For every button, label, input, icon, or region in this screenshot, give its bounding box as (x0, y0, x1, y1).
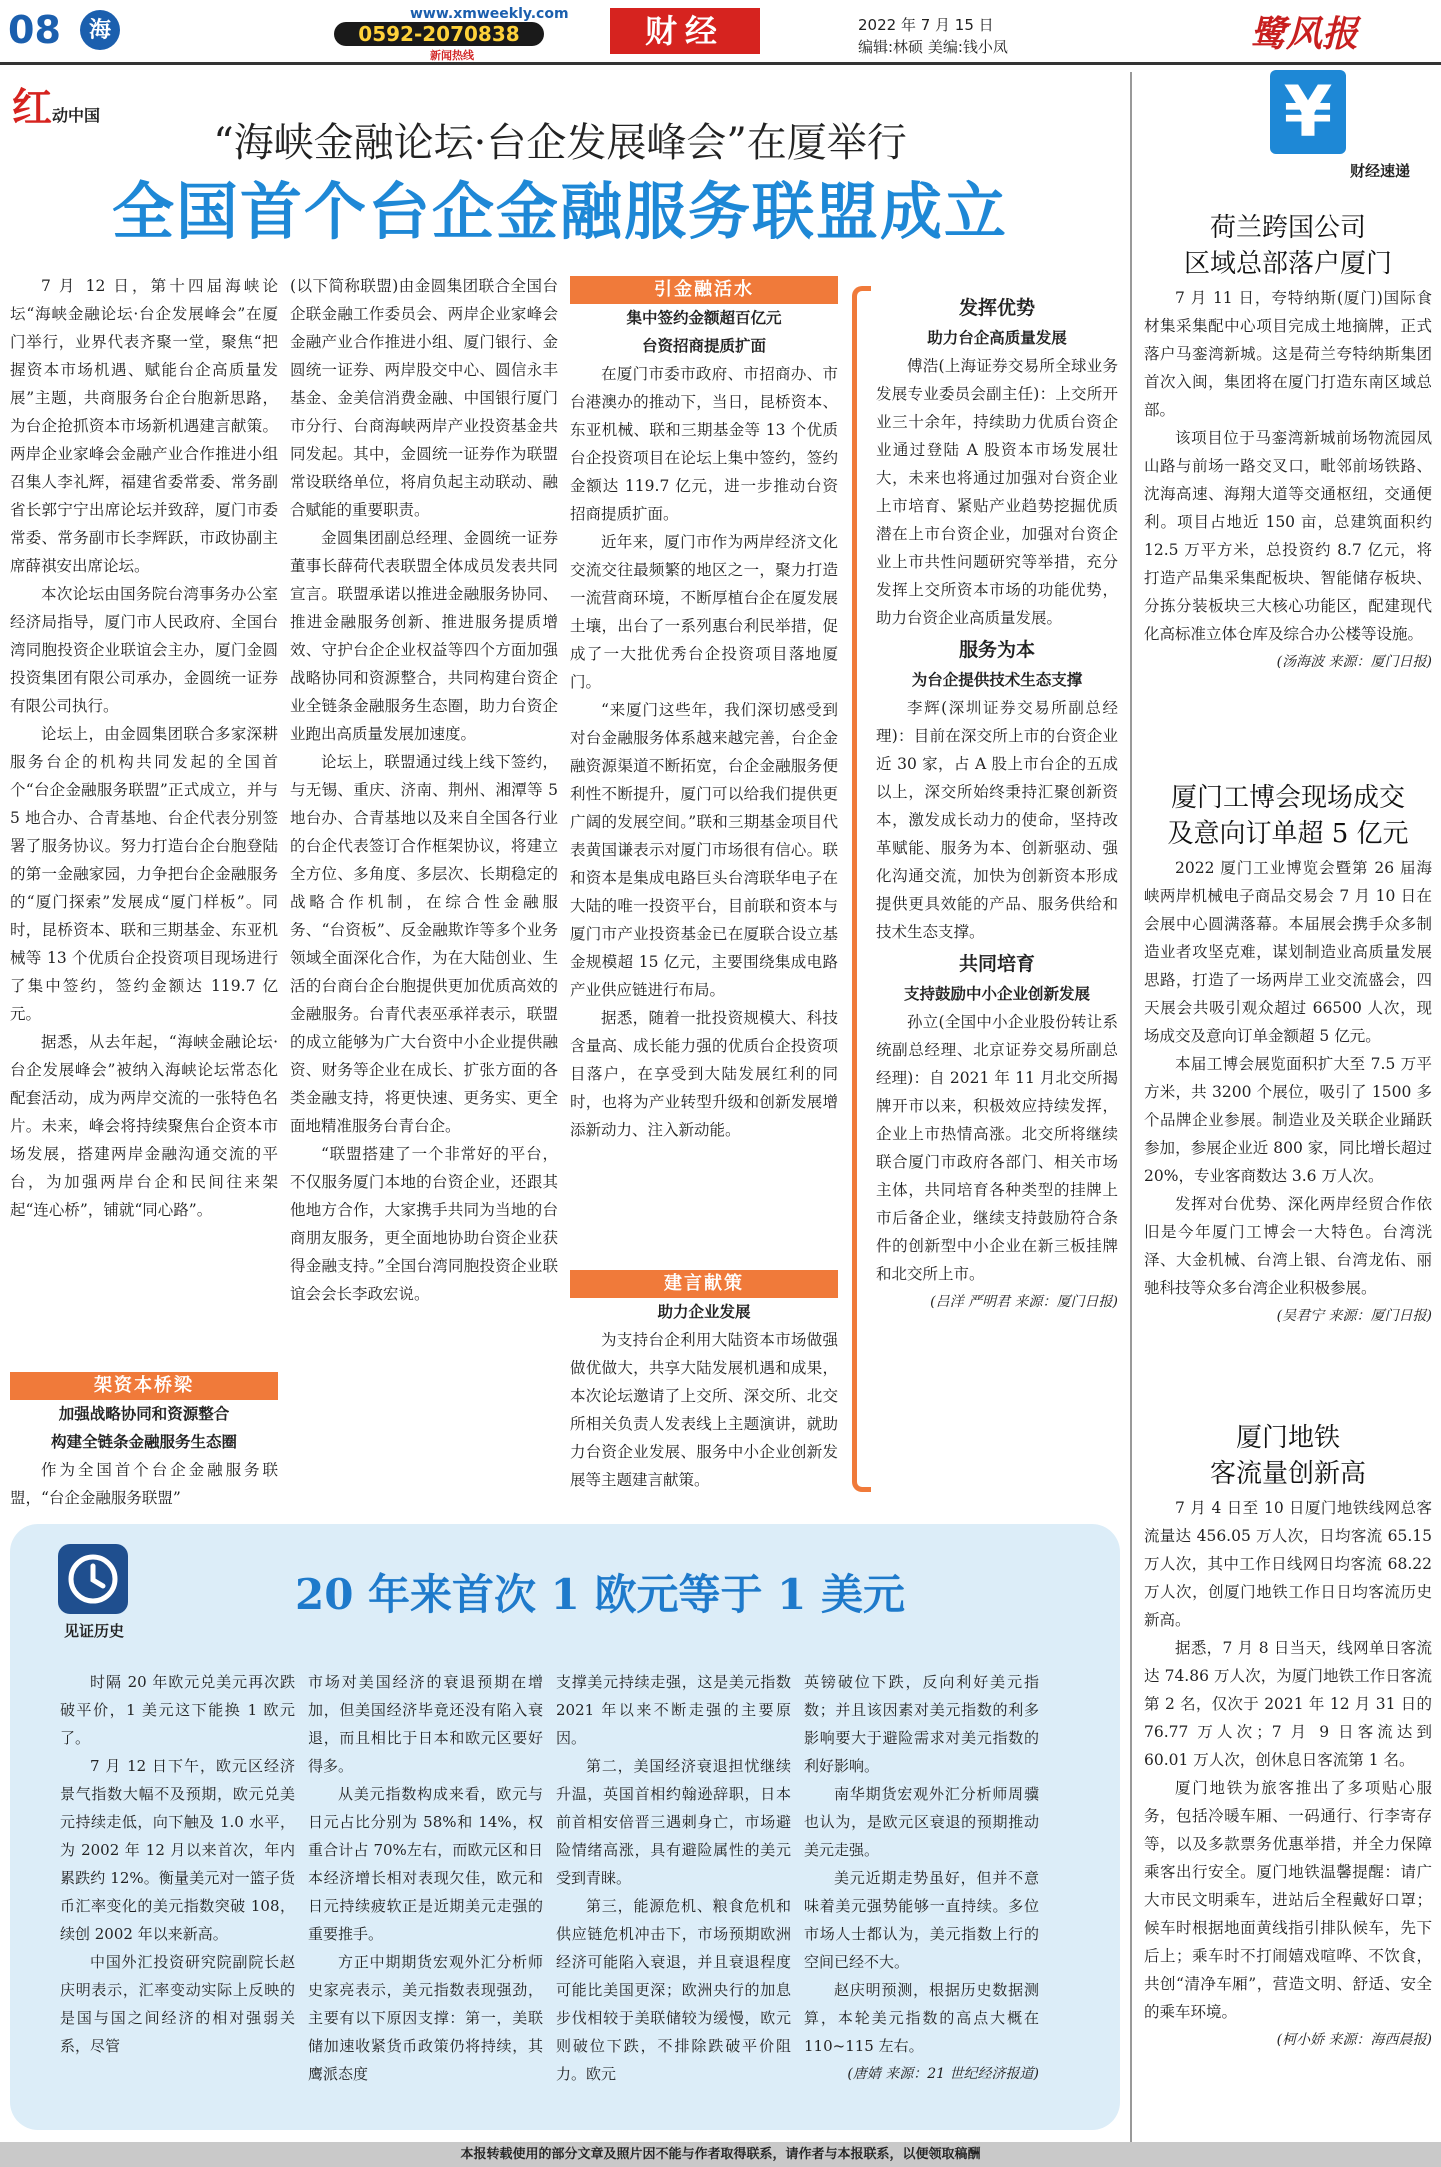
column-tag-big: 红 (12, 85, 52, 131)
subsection-subhead: 支持鼓励中小企业创新发展 (903, 985, 1090, 1003)
source-credit: (汤海波 来源：厦门日报) (1276, 654, 1432, 670)
section-bar-bridge: 架资本桥梁 (10, 1372, 278, 1400)
headline-line: 厦门工博会现场成交 (1170, 783, 1405, 813)
paragraph: 7 月 11 日，夸特纳斯(厦门)国际食材集采集配中心项目完成土地摘牌，正式落户马銮湾新城。这是荷兰夸特纳斯集团首次入闽，集团将在厦门打造东南区域总部。 (1144, 289, 1432, 419)
paragraph: 本届工博会展览面积扩大至 7.5 万平方米，共 3200 个展位，吸引了 1500 多个品牌企业参展。制造业及关联企业踊跃参加，参展企业近 800 家，同比增长超过 20%，专业客商数达 3.6 万人次。 (1144, 1055, 1432, 1185)
subsection-heading: 共同培育 (958, 953, 1035, 975)
paragraph: 从美元指数构成来看，欧元与日元占比分别为 58%和 14%，权重合计占 70%左右，而欧元区和日本经济增长相对表现欠佳，欧元和日元持续疲软正是近期美元走强的重要推手。 (308, 1785, 543, 1943)
section-bridge-body (10, 1400, 278, 1510)
headline-line: 及意向订单超 5 亿元 (1167, 819, 1409, 849)
headline-line: 厦门地铁 (1235, 1423, 1340, 1453)
paper-logo: 鹭风报 (1250, 13, 1359, 55)
column-tag-text: 动中国 (52, 106, 101, 125)
paragraph: 市场对美国经济的衰退预期在增加，但美国经济毕竟还没有陷入衰退，而且相比于日本和欧元区要好得多。 (308, 1673, 543, 1775)
sidebar-headline-1 (1140, 210, 1436, 282)
section-subhead: 集中签约金额超百亿元 (626, 309, 782, 327)
section-label: 财经 (610, 8, 760, 54)
paragraph: 本次论坛由国务院台湾事务办公室经济局指导，厦门市人民政府、全国台湾同胞投资企业联谊会主办，厦门金圆投资集团有限公司承办，金圆统一证券有限公司执行。 (10, 585, 278, 715)
kicker: “海峡金融论坛·台企发展峰会”在厦举行 (213, 120, 907, 166)
bracket-left (852, 286, 871, 1492)
paragraph: 厦门地铁为旅客推出了多项贴心服务，包括冷暖车厢、一码通行、行李寄存等，以及多款票务优惠举措，并全力保障乘客出行安全。厦门地铁温馨提醒：请广大市民文明乘车，进站后全程戴好口罩；候车时根据地面黄线指引排队候车，先下后上；乘车时不打闹嬉戏喧哗、不饮食，共创“清净车厢”，营造文明、舒适、安全的乘车环境。 (1144, 1779, 1432, 2021)
paragraph: 近年来，厦门市作为两岸经济文化交流交往最频繁的地区之一，聚力打造一流营商环境，不断厚植台企在厦发展土壤，出台了一系列惠台利民举措，促成了一大批优秀台企投资项目落地厦门。 (570, 533, 838, 691)
paragraph: 据悉，从去年起，“海峡金融论坛·台企发展峰会”被纳入海峡论坛常态化配套活动，成为两岸交流的一张特色名片。未来，峰会将持续聚焦台企资本市场发展，搭建两岸金融沟通交流的平台，为加强两岸台企和民间往来架起“连心桥”，铺就“同心路”。 (10, 1033, 278, 1219)
paragraph: 据悉，7 月 8 日当天，线网单日客流达 74.86 万人次，为厦门地铁工作日客流第 2 名，仅次于 2021 年 12 月 31 日的 76.77 万人次；7 月 9 日客流达到 60.01 万人次，创休息日客流第 1 名。 (1144, 1639, 1432, 1769)
column-tag (12, 76, 100, 133)
lead-column-2 (290, 272, 558, 1510)
editors-credit: 编辑:林硕 美编:钱小凤 (858, 38, 1008, 56)
history-headline: 20 年来首次 1 欧元等于 1 美元 (294, 1570, 905, 1619)
headline-line: 客流量创新高 (1209, 1459, 1366, 1489)
section-bar-capital: 引金融活水 (570, 276, 838, 304)
paragraph: 7 月 4 日至 10 日厦门地铁线网总客流量达 456.05 万人次，日均客流 65.15 万人次，其中工作日线网日均客流 68.22 万人次，创厦门地铁工作日日均客流历史新高。 (1144, 1499, 1432, 1629)
history-box (10, 1524, 1120, 2130)
paragraph: “联盟搭建了一个非常好的平台，不仅服务厦门本地的台资企业，还跟其他地方合作，大家携手共同为当地的台商朋友服务，更全面地协助台资企业获得金融支持。”全国台湾同胞投资企业联谊会会长李政宏说。 (290, 1145, 558, 1303)
section-advice-body (570, 1298, 838, 1510)
lead-column-3 (570, 304, 838, 1260)
lead-column-4 (876, 290, 1118, 1490)
section-subhead: 加强战略协同和资源整合 (58, 1405, 230, 1423)
sidebar-story-3 (1144, 1494, 1432, 2134)
source-credit: (吕洋 严明君 来源：厦门日报) (930, 1294, 1118, 1310)
history-tag: 见证历史 (63, 1622, 124, 1640)
paragraph: 孙立(全国中小企业股份转让系统副总经理、北京证券交易所副总经理)：自 2021 年 11 月北交所揭牌开市以来，积极效应持续发挥，企业上市热情高涨。北交所将继续联合厦门市政府各部门、相关市场主体，共同培育各种类型的挂牌上市后备企业，继续支持鼓励符合条件的创新型中小企业在新三板挂牌和北交所上市。 (876, 1013, 1118, 1283)
paragraph: (以下简称联盟)由金圆集团联合全国台企联金融工作委员会、两岸企业家峰会金融产业合作推进小组、厦门银行、金圆统一证券、两岸股交中心、圆信永丰基金、金美信消费金融、中国银行厦门市分行、台商海峡两岸产业投资基金共同发起。其中，金圆统一证券作为联盟常设联络单位，将肩负起主动联动、融合赋能的重要职责。 (290, 277, 558, 519)
paragraph: 发挥对台优势、深化两岸经贸合作依旧是今年厦门工博会一大特色。台湾洸泽、大金机械、台湾上银、台湾龙佑、丽驰科技等众多台湾企业积极参展。 (1144, 1195, 1432, 1297)
paragraph: 英镑破位下跌，反向利好美元指数；并且该因素对美元指数的利多影响要大于避险需求对美元指数的利好影响。 (804, 1673, 1039, 1775)
paragraph: 支撑美元持续走强，这是美元指数 2021 年以来不断走强的主要原因。 (556, 1673, 791, 1747)
paragraph: 金圆集团副总经理、金圆统一证券董事长薛荷代表联盟全体成员发表共同宣言。联盟承诺以推进金融服务协同、推进金融服务创新、推进服务提质增效、守护台企企业权益等四个方面加强战略协同和资源整合，共同构建台资企业全链条金融服务生态圈，助力台资企业跑出高质量发展加速度。 (290, 529, 558, 743)
hotline-banner (330, 4, 569, 62)
masthead-rule (0, 62, 1441, 65)
page-number: 08 (8, 8, 61, 52)
paragraph: 2022 厦门工业博览会暨第 26 届海峡两岸机械电子商品交易会 7 月 10 日在会展中心圆满落幕。本届展会携手众多制造业者攻坚克难，谋划制造业高质量发展思路，打造了一场两岸工业交流盛会，四天展会共吸引观众超过 66500 人次，现场成交及意向订单金额超 5 亿元。 (1144, 859, 1432, 1045)
subsection-heading: 发挥优势 (958, 297, 1035, 319)
footer-bar: 本报转载使用的部分文章及照片因不能与作者取得联系，请作者与本报联系，以便领取稿酬 (0, 2142, 1441, 2167)
sidebar-tag: 财经速递 (1350, 162, 1411, 180)
paragraph: 美元近期走势虽好，但并不意味着美元强势能够一直持续。多位市场人士都认为，美元指数上行的空间已经不大。 (804, 1869, 1039, 1971)
history-column-1 (60, 1668, 295, 2118)
paragraph: 第三，能源危机、粮食危机和供应链危机冲击下，市场预期欧洲经济可能陷入衰退，并且衰退程度可能比美国更深；欧洲央行的加息步伐相较于美联储较为缓慢，欧元则破位下跌，不排除跌破平价阻力。欧元 (556, 1897, 791, 2083)
paragraph: 论坛上，由金圆集团联合多家深耕服务台企的机构共同发起的全国首个“台企金融服务联盟”正式成立，并与 5 地合办、合青基地、台企代表分别签署了服务协议。努力打造台企台胞登陆的第一金融家园，力争把台企金融服务的“厦门探索”发展成“厦门样板”。同时，昆桥资本、联和三期基金、东亚机械等 13 个优质台企投资项目现场进行了集中签约，签约金额达 119.7 亿元。 (10, 725, 278, 1023)
paragraph: 李辉(深圳证券交易所副总经理)：目前在深交所上市的台资企业近 30 家，占 A 股上市台企的五成以上，深交所始终秉持汇聚创新资本，激发成长动力的使命，坚持改革赋能、服务为本、创新驱动、强化沟通交流，加快为创新资本形成提供更具效能的产品、服务供给和技术生态支撑。 (876, 699, 1118, 941)
paragraph: 作为全国首个台企金融服务联盟，“台企金融服务联盟” (10, 1461, 278, 1507)
history-column-2 (308, 1668, 543, 2118)
sidebar-divider (1130, 72, 1132, 2142)
paragraph: 论坛上，联盟通过线上线下签约，与无锡、重庆、济南、荆州、湘潭等 5 地台办、合青基地以及来自全国各行业的台企代表签订合作框架协议，将建立全方位、多角度、多层次、长期稳定的战略合作机制，在综合性金融服务、“台资板”、反金融欺诈等多个业务领域全面深化合作，为在大陆创业、生活的台商台企台胞提供更加优质高效的金融服务。台青代表巫承祥表示，联盟的成立能够为广大台资中小企业提供融资、财务等企业在成长、扩张方面的各类金融支持，将更快速、更务实、更全面地精准服务台青台企。 (290, 753, 558, 1135)
sidebar-headline-2 (1140, 780, 1436, 852)
section-subhead: 构建全链条金融服务生态圈 (50, 1433, 237, 1451)
sidebar-story-1 (1144, 284, 1432, 764)
yen-icon: ¥ (1270, 70, 1346, 154)
lead-column-1 (10, 272, 278, 1372)
source-credit: (柯小娇 来源：海西晨报) (1276, 2032, 1432, 2048)
paragraph: 为支持台企利用大陆资本市场做强做优做大，共享大陆发展机遇和成果，本次论坛邀请了上交所、深交所、北交所相关负责人发表线上主题演讲，就助力台资企业发展、服务中小企业创新发展等主题建言献策。 (570, 1331, 838, 1489)
paragraph: 方正中期期货宏观外汇分析师史家亮表示，美元指数表现强劲，主要有以下原因支撑：第一，美联储加速收紧货币政策仍将持续，其鹰派态度 (308, 1953, 543, 2083)
paragraph: 7 月 12 日下午，欧元区经济景气指数大幅不及预期，欧元兑美元持续走低，向下触及 1.0 水平，为 2002 年 12 月以来首次，年内累跌约 12%。衡量美元对一篮子货币汇率变化的美元指数突破 108，续创 2002 年以来新高。 (60, 1757, 295, 1943)
phone-number: 0592-2070838 (334, 22, 544, 46)
masthead (0, 0, 1441, 62)
clock-icon (58, 1544, 128, 1614)
paragraph: 该项目位于马銮湾新城前场物流园凤山路与前场一路交叉口，毗邻前场铁路、沈海高速、海翔大道等交通枢纽，交通便利。项目占地近 150 亩，总建筑面积约 12.5 万平方米，总投资约 8.7 亿元，将打造产品集采集配板块、智能储存板块、分拣分装板块三大核心功能区，配建现代化高标准立体仓库及综合办公楼等设施。 (1144, 429, 1432, 643)
history-column-3 (556, 1668, 791, 2118)
source-credit: (吴君宁 来源：厦门日报) (1276, 1308, 1432, 1324)
paragraph: 时隔 20 年欧元兑美元再次跌破平价，1 美元这下能换 1 欧元了。 (60, 1673, 295, 1747)
paragraph: 傅浩(上海证券交易所全球业务发展专业委员会副主任)：上交所开业三十余年，持续助力优质台资企业通过登陆 A 股资本市场发展壮大，未来也将通过加强对台资企业上市培育、紧贴产业趋势挖掘优质潜在上市台资企业，加强对台资企业上市共性问题研究等举措，充分发挥上交所资本市场的功能优势，助力台资企业高质量发展。 (876, 357, 1118, 627)
paragraph: 据悉，随着一批投资规模大、科技含量高、成长能力强的优质台企投资项目落户，在享受到大陆发展红利的同时，也将为产业转型升级和创新发展增添新动力、注入新动能。 (570, 1009, 838, 1139)
section-bar-advice: 建言献策 (570, 1270, 838, 1298)
issue-date: 2022 年 7 月 15 日 (858, 16, 994, 34)
paragraph: 第二，美国经济衰退担忧继续升温，英国首相约翰逊辞职，日本前首相安倍晋三遇刺身亡，市场避险情绪高涨，具有避险属性的美元受到青睐。 (556, 1757, 791, 1887)
headline: 全国首个台企金融服务联盟成立 (111, 175, 1008, 248)
paragraph: “来厦门这些年，我们深切感受到对台金融服务体系越来越完善，台企金融资源渠道不断拓宽，台企金融服务便利性不断提升，厦门可以给我们提供更广阔的发展空间。”联和三期基金项目代表黄国谦表示对厦门市场很有信心。联和资本是集成电路巨头台湾联华电子在大陆的唯一投资平台，目前联和资本与厦门市产业投资基金已在厦联合设立基金规模超 15 亿元，主要围绕集成电路产业供应链进行布局。 (570, 701, 838, 999)
website-text: www.xmweekly.com (410, 6, 569, 22)
headline-line: 荷兰跨国公司 (1209, 213, 1366, 243)
page-mark-icon: 海 (80, 10, 120, 50)
headline-line: 区域总部落户厦门 (1183, 249, 1392, 279)
section-subhead: 台资招商提质扩面 (641, 337, 766, 355)
subsection-subhead: 为台企提供技术生态支撑 (911, 671, 1083, 689)
history-column-4 (804, 1668, 1039, 2118)
hotline-label: 新闻热线 (430, 49, 474, 62)
paragraph: 南华期货宏观外汇分析师周骥也认为，是欧元区衰退的预期推动美元走强。 (804, 1785, 1039, 1859)
subsection-heading: 服务为本 (958, 639, 1035, 661)
subsection-subhead: 助力台企高质量发展 (927, 329, 1067, 347)
paragraph: 中国外汇投资研究院副院长赵庆明表示，汇率变动实际上反映的是国与国之间经济的相对强弱关系，尽管 (60, 1953, 295, 2055)
history-clock-icon (58, 1544, 128, 1614)
sidebar-story-2 (1144, 854, 1432, 1404)
section-subhead: 助力企业发展 (657, 1303, 751, 1321)
paragraph: 在厦门市委市政府、市招商办、市台港澳办的推动下，当日，昆桥资本、东亚机械、联和三期基金等 13 个优质台企投资项目在论坛上集中签约，签约金额达 119.7 亿元，进一步推动台资招商提质扩面。 (570, 365, 838, 523)
paragraph: 赵庆明预测，根据历史数据测算，本轮美元指数的高点大概在 110~115 左右。 (804, 1981, 1039, 2055)
sidebar-headline-3 (1140, 1420, 1436, 1492)
source-credit: (唐婧 来源：21 世纪经济报道) (847, 2066, 1039, 2082)
paragraph: 7 月 12 日，第十四届海峡论坛“海峡金融论坛·台企发展峰会”在厦门举行，业界代表齐聚一堂，聚焦“把握资本市场机遇、赋能台企高质量发展”主题，共商服务台企台胞新思路，为台企抢抓资本市场新机遇建言献策。两岸企业家峰会金融产业合作推进小组召集人李礼辉，福建省委常委、常务副省长郭宁宁出席论坛并致辞，厦门市委常委、常务副市长李辉跃，市政协副主席薛祺安出席论坛。 (10, 277, 278, 575)
